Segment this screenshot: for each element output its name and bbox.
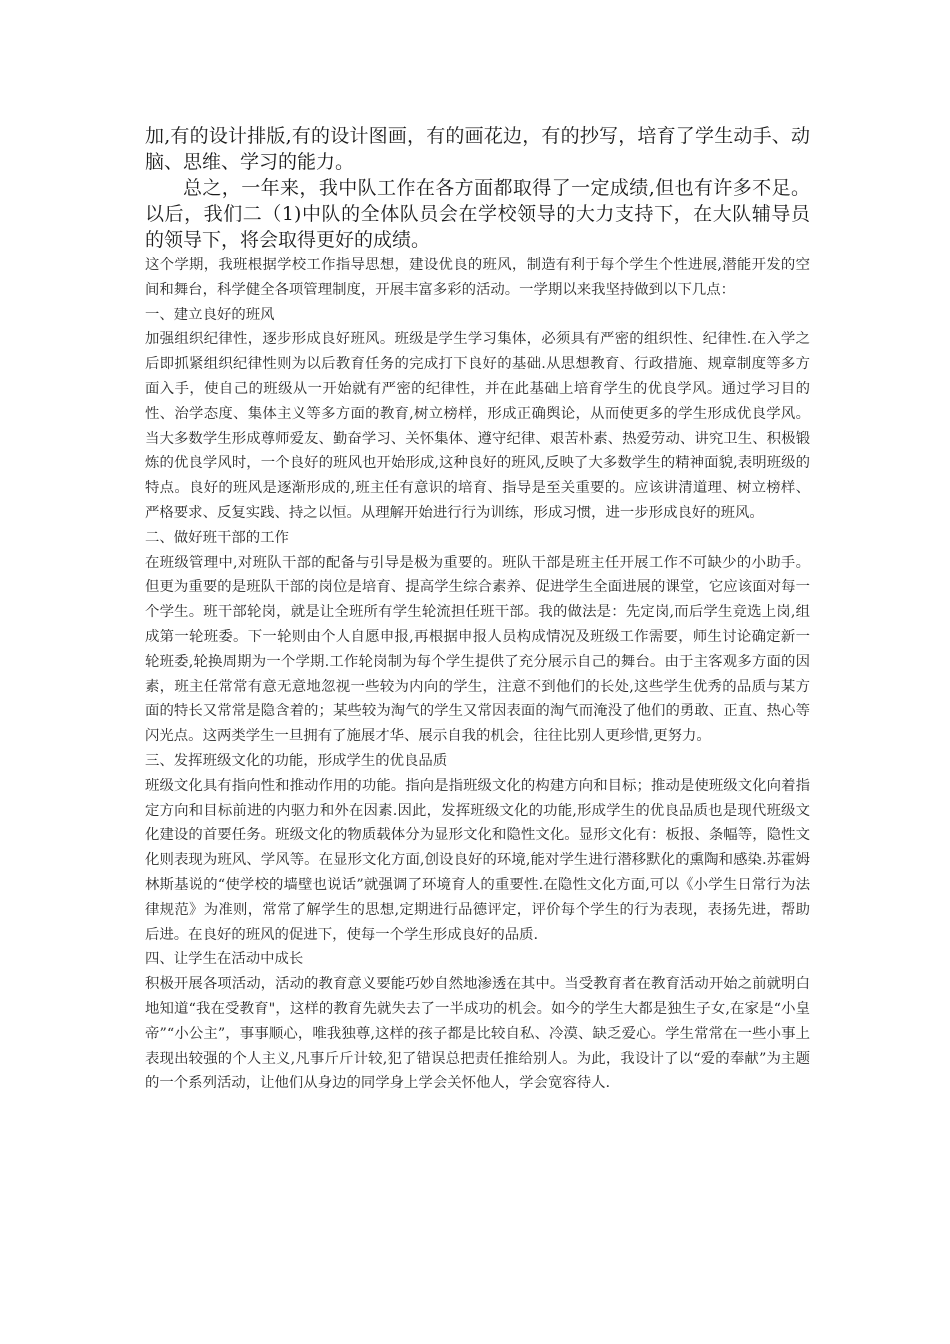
section-text-1: 加强组织纪律性，逐步形成良好班风。班级是学生学习集体，必须具有严密的组织性、纪律性.在入学之后即抓紧组织纪律性则为以后教育任务的完成打下良好的基础.从思想教育、行政措施、规章制度等多方面入手，使自己的班级从一开始就有严密的纪律性，并在此基础上培育学生的优良学风。通过学习目的性、治学态度、集体主义等多方面的教育,树立榜样，形成正确舆论，从而使更多的学生形成优良学风。当大多数学生形成尊师爱友、勤奋学习、关怀集体、遵守纪律、艰苦朴素、热爱劳动、讲究卫生、积极锻炼的优良学风时，一个良好的班风也开始形成,这种良好的班风,反映了大多数学生的精神面貌,表明班级的特点。良好的班风是逐渐形成的,班主任有意识的培育、指导是至关重要的。应该讲清道理、树立榜样、严格要求、反复实践、持之以恒。从理解开始进行行为训练，形成习惯，进一步形成良好的班风。 — [145, 331, 810, 521]
section-text-2: 在班级管理中,对班队干部的配备与引导是极为重要的。班队干部是班主任开展工作不可缺少的小助手。但更为重要的是班队干部的岗位是培育、提高学生综合素养、促进学生全面进展的课堂，它应该面对每一个学生。班干部轮岗，就是让全班所有学生轮流担任班干部。我的做法是：先定岗,而后学生竞选上岗,组成第一轮班委。下一轮则由个人自愿申报,再根据申报人员构成情况及班级工作需要，师生讨论确定新一轮班委,轮换周期为一个学期.工作轮岗制为每个学生提供了充分展示自己的舞台。由于主客观多方面的因素，班主任常常有意无意地忽视一些较为内向的学生，注意不到他们的长处,这些学生优秀的品质与某方面的特长又常常是隐含着的；某些较为淘气的学生又常因表面的淘气而淹没了他们的勇敢、正直、热心等闪光点。这两类学生一旦拥有了施展才华、展示自我的机会，往往比别人更珍惜,更努力。 — [145, 554, 810, 745]
section-heading-1: 一、建立良好的班风 — [145, 306, 275, 323]
intro-paragraph-2: 总之，一年来，我中队工作在各方面都取得了一定成绩,但也有许多不足。以后，我们二（1)中队的全体队员会在学校领导的大力支持下，在大队辅导员的领导下，将会取得更好的成绩。 — [145, 177, 810, 251]
section-heading-3: 三、发挥班级文化的功能，形成学生的优良品质 — [145, 752, 448, 769]
section-heading-4: 四、让学生在活动中成长 — [145, 951, 304, 968]
section-text-4: 积极开展各项活动，活动的教育意义要能巧妙自然地渗透在其中。当受教育者在教育活动开始之前就明白地知道“我在受教育"，这样的教育先就失去了一半成功的机会。如今的学生大都是独生子女,在家是“小皇帝”“小公主”，事事顺心，唯我独尊,这样的孩子都是比较自私、冷漠、缺乏爱心。学生常常在一些小事上表现出较强的个人主义,凡事斤斤计较,犯了错误总把责任推给别人。为此，我设计了以“爱的奉献”为主题的一个系列活动，让他们从身边的同学身上学会关怀他人，学会宽容待人. — [145, 976, 810, 1092]
section-text-3: 班级文化具有指向性和推动作用的功能。指向是指班级文化的构建方向和目标；推动是使班级文化向着指定方向和目标前进的内驱力和外在因素.因此，发挥班级文化的功能,形成学生的优良品质也是现代班级文化建设的首要任务。班级文化的物质载体分为显形文化和隐性文化。显形文化有：板报、条幅等，隐性文化则表现为班风、学风等。在显形文化方面,创设良好的环境,能对学生进行潜移默化的熏陶和感染.苏霍姆林斯基说的“使学校的墙壁也说话”就强调了环境育人的重要性.在隐性文化方面,可以《小学生日常行为法律规范》为准则，常常了解学生的思想,定期进行品德评定，评价每个学生的行为表现，表扬先进，帮助后进。在良好的班风的促进下，使每一个学生形成良好的品质. — [145, 777, 810, 943]
section-heading-2: 二、做好班干部的工作 — [145, 529, 289, 546]
article-opening: 这个学期，我班根据学校工作指导思想，建设优良的班风，制造有利于每个学生个性进展,潜能开发的空间和舞台，科学健全各项管理制度，开展丰富多彩的活动。一学期以来我坚持做到以下几点： — [145, 257, 810, 298]
document-content — [145, 123, 810, 1096]
intro-paragraph-1: 加,有的设计排版,有的设计图画，有的画花边，有的抄写，培育了学生动手、动脑、思维、学习的能力。 — [145, 125, 810, 173]
